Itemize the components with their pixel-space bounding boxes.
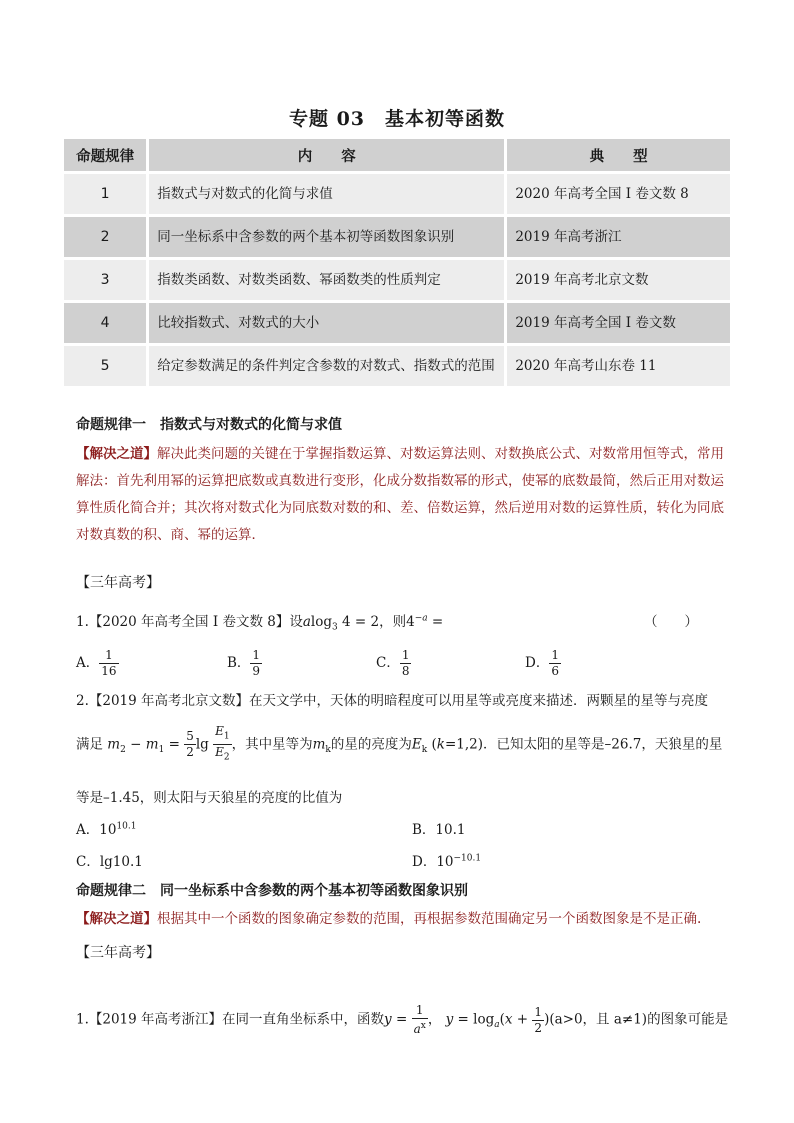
row-example: 2019 年高考北京文数 (507, 260, 730, 300)
method-tag: 【解决之道】 (76, 911, 157, 927)
table-row (64, 260, 730, 300)
row-example: 2019 年高考浙江 (507, 217, 730, 257)
option-a: A．$10^{10.1}$ (76, 821, 137, 838)
method-paragraph (76, 441, 732, 549)
table-row (64, 346, 730, 386)
row-content: 给定参数满足的条件判定含参数的对数式、指数式的范围 (149, 346, 507, 386)
subsection-label: 【三年高考】 (76, 575, 160, 591)
table-row (64, 217, 730, 257)
section-heading: 命题规律一 指数式与对数式的化简与求值 (76, 417, 342, 433)
option-d: D．$10^{-10.1}$ (412, 853, 482, 870)
answer-paren: （ ） (644, 614, 698, 630)
subsection-label: 【三年高考】 (76, 945, 160, 961)
question-1: 1.【2020 年高考全国 I 卷文数 8】设alog$_3$ 4 = 2，则$4^{-a}$ = (76, 613, 444, 633)
row-number: 5 (64, 346, 149, 386)
question-2-line3: 等是–1.45，则太阳与天狼星的亮度的比值为 (76, 790, 343, 806)
page-title: 专题 03 基本初等函数 (288, 108, 506, 130)
row-content: 指数式与对数式的化简与求值 (149, 174, 507, 214)
option-b: B．10.1 (412, 822, 466, 838)
method-paragraph (76, 906, 732, 933)
math-expression: a (302, 614, 311, 630)
question-mid: ，则 (379, 614, 407, 630)
method-text: 解决此类问题的关键在于掌握指数运算、对数运算法则、对数换底公式、对数常用恒等式，常用解法：首先利用幂的运算把底数或真数进行变形，化成分数指数幂的形式，使幂的底数最简，然后正用对数运算性质化简合并；其次将对数式化为同底数对数的和、差、倍数运算，然后逆用对数的运算性质，转化为同底对数真数的积、商、幂的运算． (76, 446, 724, 543)
row-example: 2019 年高考全国 I 卷文数 (507, 303, 730, 343)
option-a: A． $\frac{1}{16}$ (76, 648, 117, 678)
question-prefix: 1.【2020 年高考全国 I 卷文数 8】设 (76, 614, 303, 630)
table-header-row (64, 139, 730, 171)
method-text: 根据其中一个函数的图象确定参数的范围，再根据参数范围确定另一个函数图象是不是正确. (157, 911, 702, 927)
rules-table (64, 136, 730, 389)
table-header: 内 容 (149, 139, 507, 171)
option-c: C． $\frac{1}{8}$ (376, 648, 410, 678)
question-2-line2: 满足 $m_2 - m_1$ = $\frac{5}{2}$ lg $\frac{E_1}{E_2}$ ，其中星等为$m_k$的星的亮度为$E_k$ (k=1,2)．已知太阳的星等是–26.7，天狼星的星 (76, 724, 723, 763)
row-number: 4 (64, 303, 149, 343)
row-content: 指数类函数、对数类函数、幂函数类的性质判定 (149, 260, 507, 300)
section-heading: 命题规律二 同一坐标系中含参数的两个基本初等函数图象识别 (76, 883, 468, 899)
method-tag: 【解决之道】 (76, 446, 157, 462)
row-number: 3 (64, 260, 149, 300)
row-content: 同一坐标系中含参数的两个基本初等函数图象识别 (149, 217, 507, 257)
table-header: 命题规律 (64, 139, 149, 171)
row-number: 2 (64, 217, 149, 257)
row-number: 1 (64, 174, 149, 214)
option-c: C．lg10.1 (76, 854, 143, 870)
row-content: 比较指数式、对数式的大小 (149, 303, 507, 343)
option-d: D． $\frac{1}{6}$ (525, 648, 559, 678)
table-row (64, 174, 730, 214)
question-3: 1.【2019 年高考浙江】在同一直角坐标系中，函数y = $\frac{1}{a^x}$ ， $y = \log_a(x$ + $\frac{1}{2}$ )(a>0，且 a≠1)的图象可能是 (76, 1003, 729, 1036)
option-b: B． $\frac{1}{9}$ (227, 648, 261, 678)
table-row (64, 303, 730, 343)
row-example: 2020 年高考山东卷 11 (507, 346, 730, 386)
table-header: 典 型 (507, 139, 730, 171)
question-2-line1: 2.【2019 年高考北京文数】在天文学中，天体的明暗程度可以用星等或亮度来描述．两颗星的星等与亮度 (76, 693, 709, 709)
row-example: 2020 年高考全国 I 卷文数 8 (507, 174, 730, 214)
